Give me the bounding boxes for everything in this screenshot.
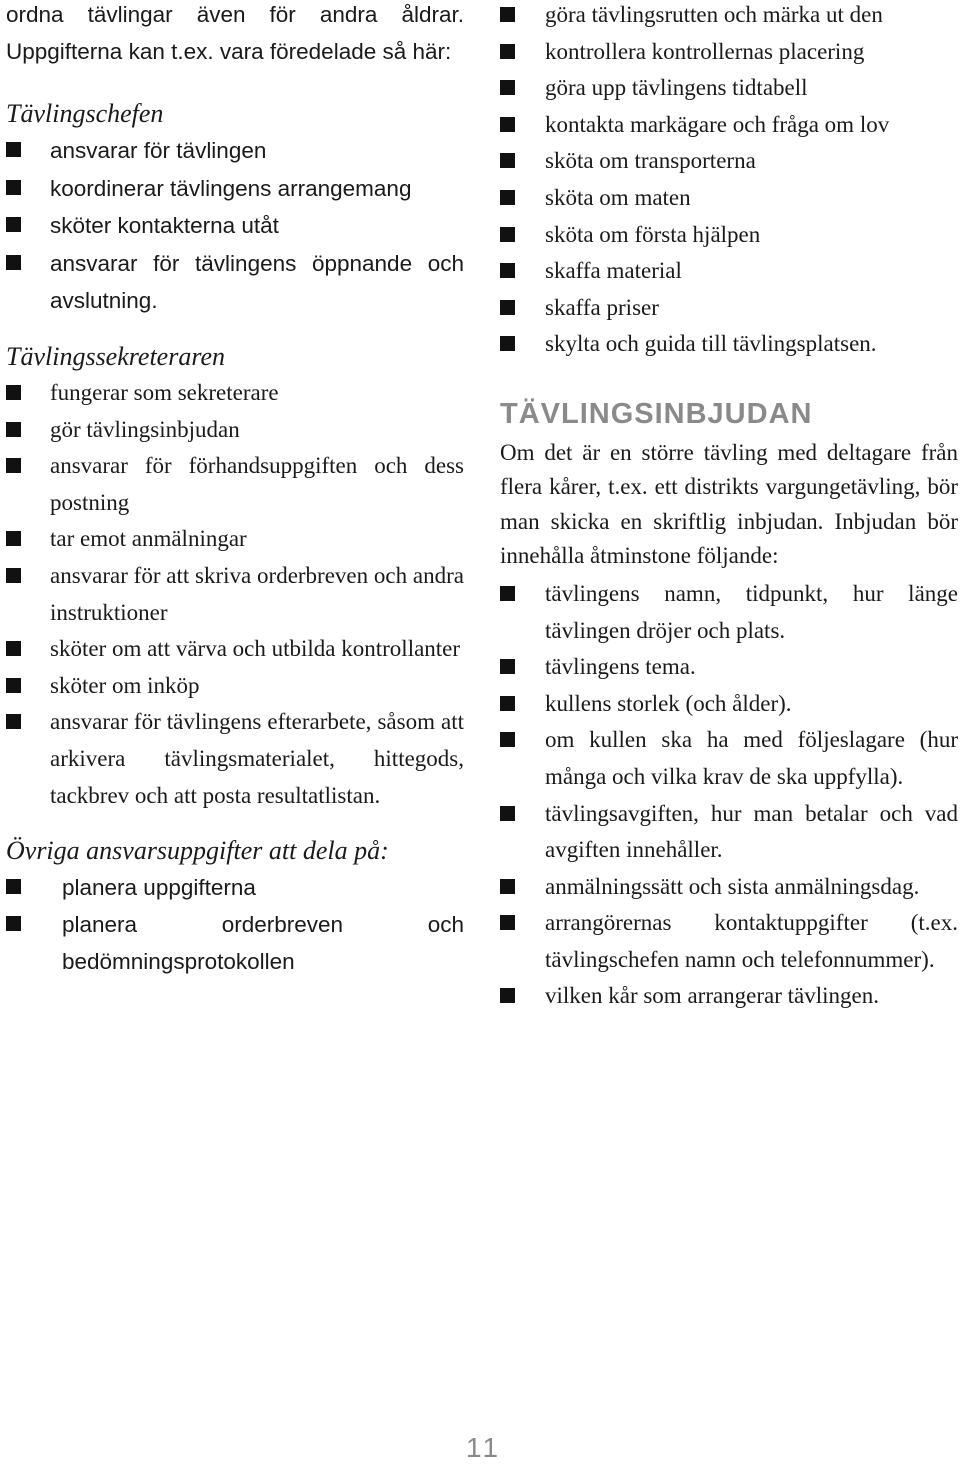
square-bullet-icon — [500, 7, 515, 22]
square-bullet-icon — [6, 458, 21, 473]
square-bullet-icon — [6, 678, 21, 693]
ovriga-list — [6, 869, 464, 980]
list-item: tävlingens tema. — [500, 649, 958, 686]
tavlingschefen-list — [6, 132, 464, 320]
square-bullet-icon — [500, 732, 515, 747]
right-column — [500, 0, 958, 1015]
square-bullet-icon — [6, 217, 21, 232]
list-item: ansvarar för tävlingen — [6, 132, 464, 170]
square-bullet-icon — [500, 227, 515, 242]
square-bullet-icon — [500, 190, 515, 205]
section-heading-ovriga: Övriga ansvarsuppgifter att dela på: — [6, 836, 389, 866]
square-bullet-icon — [500, 300, 515, 315]
square-bullet-icon — [500, 879, 515, 894]
list-item: kullens storlek (och ålder). — [500, 686, 958, 723]
list-item: om kullen ska ha med följeslagare (hur många och vilka krav de ska uppfylla). — [500, 722, 958, 795]
list-item: sköter om att värva och utbilda kontrollanter — [6, 631, 464, 668]
list-item: skylta och guida till tävlingsplatsen. — [500, 326, 958, 363]
square-bullet-icon — [6, 714, 21, 729]
square-bullet-icon — [500, 263, 515, 278]
list-item: skaffa material — [500, 253, 958, 290]
list-item: sköta om första hjälpen — [500, 217, 958, 254]
list-item: ansvarar för att skriva orderbreven och andra instruktioner — [6, 558, 464, 631]
list-item: sköta om transporterna — [500, 143, 958, 180]
square-bullet-icon — [6, 568, 21, 583]
section-heading-tavlingsinbjudan: TÄVLINGSINBJUDAN — [500, 397, 813, 430]
tavlingsinbjudan-list — [500, 576, 958, 1015]
list-item: gör tävlingsinbjudan — [6, 412, 464, 449]
square-bullet-icon — [6, 180, 21, 195]
tavlingsinbjudan-intro: Om det är en större tävling med deltagare från flera kårer, t.ex. ett distrikts vargungetävling, bör man skicka en skriftlig inbjudan. Inbjudan bör innehålla åtminstone följande: — [500, 439, 958, 569]
list-item: planera uppgifterna — [6, 869, 464, 906]
square-bullet-icon — [6, 255, 21, 270]
list-item: sköta om maten — [500, 180, 958, 217]
square-bullet-icon — [500, 80, 515, 95]
square-bullet-icon — [500, 696, 515, 711]
list-item: anmälningssätt och sista anmälningsdag. — [500, 869, 958, 906]
square-bullet-icon — [500, 915, 515, 930]
square-bullet-icon — [500, 336, 515, 351]
square-bullet-icon — [6, 641, 21, 656]
square-bullet-icon — [500, 153, 515, 168]
list-item: koordinerar tävlingens arrangemang — [6, 170, 464, 208]
section-heading-tavlingschefen: Tävlingschefen — [6, 99, 164, 128]
square-bullet-icon — [500, 988, 515, 1003]
square-bullet-icon — [500, 586, 515, 601]
square-bullet-icon — [500, 117, 515, 132]
list-item: arrangörernas kontaktuppgifter (t.ex. tävlingschefen namn och telefonnummer). — [500, 905, 958, 978]
list-item: fungerar som sekreterare — [6, 375, 464, 412]
square-bullet-icon — [6, 422, 21, 437]
list-item: sköter om inköp — [6, 668, 464, 705]
square-bullet-icon — [500, 44, 515, 59]
list-item: kontrollera kontrollernas placering — [500, 34, 958, 71]
list-item: sköter kontakterna utåt — [6, 207, 464, 245]
tavlingssekreteraren-list — [6, 375, 464, 814]
list-item: göra tävlingsrutten och märka ut den — [500, 0, 958, 34]
list-item: ansvarar för tävlingens öppnande och avslutning. — [6, 245, 464, 320]
list-item: tävlingsavgiften, hur man betalar och vad avgiften innehåller. — [500, 796, 958, 869]
left-column — [6, 0, 464, 980]
list-item: ansvarar för tävlingens efterarbete, såsom att arkivera tävlingsmaterialet, hittegods, tackbrev och att posta resultatlistan. — [6, 704, 464, 814]
square-bullet-icon — [6, 879, 21, 894]
square-bullet-icon — [500, 659, 515, 674]
square-bullet-icon — [6, 142, 21, 157]
list-item: tar emot anmälningar — [6, 521, 464, 558]
square-bullet-icon — [500, 806, 515, 821]
list-item: kontakta markägare och fråga om lov — [500, 107, 958, 144]
page-number: 11 — [466, 1432, 502, 1463]
list-item: planera orderbreven och bedömningsprotokollen — [6, 906, 464, 980]
square-bullet-icon — [6, 385, 21, 400]
intro-paragraph: ordna tävlingar även för andra åldrar. Uppgifterna kan t.ex. vara föredelade så här: — [6, 2, 464, 64]
continued-task-list — [500, 0, 958, 363]
square-bullet-icon — [6, 531, 21, 546]
list-item: göra upp tävlingens tidtabell — [500, 70, 958, 107]
list-item: skaffa priser — [500, 290, 958, 327]
square-bullet-icon — [6, 916, 21, 931]
list-item: tävlingens namn, tidpunkt, hur länge tävlingen dröjer och plats. — [500, 576, 958, 649]
list-item: ansvarar för förhandsuppgiften och dess postning — [6, 448, 464, 521]
list-item: vilken kår som arrangerar tävlingen. — [500, 978, 958, 1015]
section-heading-tavlingssekreteraren: Tävlingssekreteraren — [6, 341, 226, 371]
